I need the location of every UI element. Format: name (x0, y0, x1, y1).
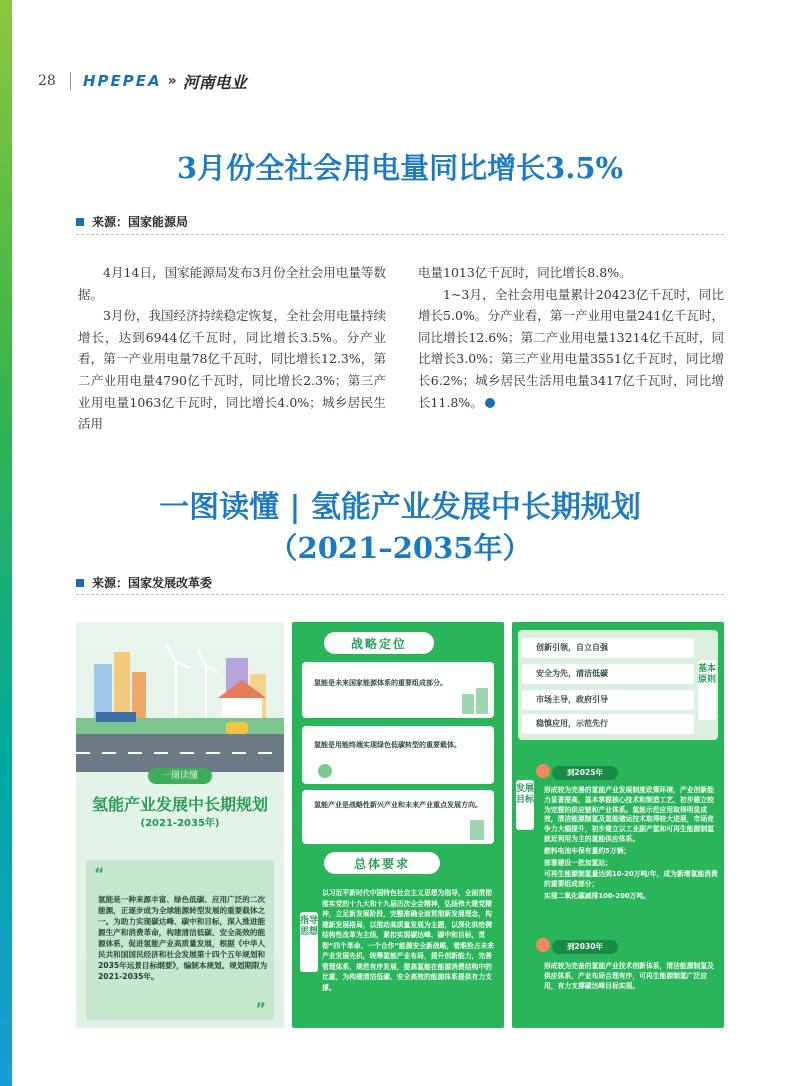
positioning-text: 氢能是未来国家能源体系的重要组成部分。 (314, 679, 447, 687)
article1-right-column (418, 262, 724, 413)
building-icon (470, 820, 484, 840)
positioning-card (302, 726, 494, 784)
article1-source (76, 213, 724, 230)
article1-title: 3月份全社会用电量同比增长3.5% (176, 151, 624, 185)
intro-card (86, 860, 274, 1020)
building-icon (476, 688, 488, 714)
article1-paragraph: 3月份，我国经济持续稳定恢复，全社会用电量持续增长，达到6944亿千瓦时，同比增长3.5%。分产业看，第一产业用电量78亿千瓦时，同比增长12.3%，第二产业用电量4790亿千瓦时，同比增长2.3%；第三产业用电量1063亿千瓦时，同比增长4.0%；城乡居民生活用 (78, 308, 386, 432)
tree-icon (536, 938, 550, 952)
goals-2025-list (544, 786, 718, 904)
guiding-ideology-label: 指导思想 (300, 912, 318, 972)
principle-item: 稳慎应用，示范先行 (522, 714, 694, 734)
goals-label: 发展目标 (516, 780, 534, 830)
cover-tag: 一图读懂 (148, 768, 212, 784)
goals-2030-list (544, 962, 718, 993)
principle-item: 安全为先，清洁低碳 (522, 664, 694, 684)
quote-close-icon: ” (255, 999, 266, 1018)
page-header (38, 70, 247, 92)
cover-title: 氢能产业发展中长期规划 (91, 795, 268, 814)
principles-label: 基本原则 (698, 660, 716, 720)
article2-source (76, 574, 724, 591)
article1-left-column (78, 262, 386, 435)
section-title: 总体要求 (353, 856, 410, 871)
positioning-text: 氢能是用能终端实现绿色低碳转型的重要载体。 (314, 741, 461, 749)
source-square-icon (76, 579, 84, 587)
section-header-positioning (324, 632, 434, 654)
article1-paragraph: 1~3月，全社会用电量累计20423亿千瓦时，同比增长5.0%。分产业看，第一产业用电量241亿千瓦时，同比增长12.6%；第二产业用电量13214亿千瓦时，同比增长3.0%；第三产业用电量3551亿千瓦时，同比增长6.2%；城乡居民生活用电量3417亿千瓦时，同比增长11.8%。 (418, 286, 724, 410)
tree-icon (536, 764, 550, 778)
positioning-card (302, 662, 494, 718)
section-title: 战略定位 (350, 636, 407, 651)
intro-text: 氢能是一种来源丰富、绿色低碳、应用广泛的二次能源，正逐步成为全球能源转型发展的重要载体之一。为助力实现碳达峰、碳中和目标，深入推进能源生产和消费革命，构建清洁低碳、安全高效的能源体系，促进氢能产业高质量发展，根据《中华人民共和国国民经济和社会发展第十四个五年规划和2035年远景目标纲要》，编制本规划。规划期限为2021-2035年。 (98, 895, 268, 981)
brand-logo-latin: HPEPEA (83, 72, 162, 90)
article2-subtitle: （2021–2035年） (268, 531, 532, 565)
year-tag-2030: 到2030年 (552, 940, 618, 954)
cover-years: (2021-2035年) (140, 818, 220, 829)
article1-source-text: 来源：国家能源局 (92, 215, 189, 229)
source-divider (76, 234, 724, 235)
goal-item: 可再生能源制氢量达到10-20万吨/年，成为新增氢能消费的重要组成部分； (544, 870, 718, 889)
goal-item: 燃料电池车保有量约5万辆； (544, 846, 631, 855)
principle-item: 创新引领，自立自强 (522, 638, 694, 658)
goal-item: 部署建设一批加氢站； (544, 858, 612, 867)
positioning-text: 氢能产业是战略性新兴产业和未来产业重点发展方向。 (314, 801, 482, 809)
brand-arrow: » (167, 73, 177, 89)
guiding-ideology-text: 以习近平新时代中国特色社会主义思想为指导，全面贯彻落实党的十九大和十九届历次全会精神，弘扬伟大建党精神，立足新发展阶段，完整准确全面贯彻新发展理念，构建新发展格局，以推动高质量发展为主题，以深化供给侧结构性改革为主线，紧扣实现碳达峰、碳中和目标，贯彻“四个革命、一个合作”能源安全新战略，着眼抢占未来产业发展先机，统筹氢能产业布局，提升创新能力，完善管理体系，规范有序发展，提高氢能在能源消费结构中的比重，为构建清洁低碳、安全高效的能源体系提供有力支撑。 (322, 889, 495, 992)
infographic-panel-positioning (292, 622, 504, 1028)
principle-item: 市场主导，政府引导 (522, 690, 694, 710)
road-markings (76, 752, 284, 754)
end-mark-icon (485, 398, 495, 408)
section-header-requirements (324, 852, 440, 874)
goal-item: 形成较为完善的氢能产业发展制度政策环境，产业创新能力显著提高，基本掌握核心技术和制造工艺，初步建立较为完整的供应链和产业体系。氢能示范应用取得明显成效，清洁能源制氢及氢能储运技术取得较大进展，市场竞争力大幅提升，初步建立以工业副产氢和可再生能源制氢就近利用为主的氢能供应体系。 (544, 786, 714, 843)
source-divider (76, 594, 724, 595)
header-divider (70, 72, 71, 90)
infographic-panel-principles (512, 622, 724, 1028)
source-square-icon (76, 218, 84, 226)
plug-leaf-icon (318, 764, 332, 778)
city-windmill-illustration (76, 622, 284, 750)
quote-open-icon: “ (94, 864, 105, 883)
article2-source-text: 来源：国家发展改革委 (92, 576, 213, 590)
infographic-panel-cover (76, 622, 284, 1028)
positioning-card (302, 790, 494, 844)
year-tag-2025: 到2025年 (552, 766, 618, 780)
goal-item: 形成较为完备的氢能产业技术创新体系，清洁能源制氢及供应体系，产业布局合理有序，可再生能源制氢广泛应用，有力支撑碳达峰目标实现。 (544, 962, 714, 990)
article1-paragraph-continuation: 电量1013亿千瓦时，同比增长8.8%。 (418, 265, 632, 280)
article2-title: 一图读懂 | 氢能产业发展中长期规划 (159, 490, 641, 525)
goal-item: 实现二氧化碳减排100-200万吨。 (544, 891, 650, 900)
building-icon (462, 694, 474, 714)
article1-paragraph: 4月14日，国家能源局发布3月份全社会用电量等数据。 (78, 265, 386, 302)
brand-logo-chinese: 河南电业 (182, 72, 247, 92)
page-number: 28 (38, 73, 56, 89)
